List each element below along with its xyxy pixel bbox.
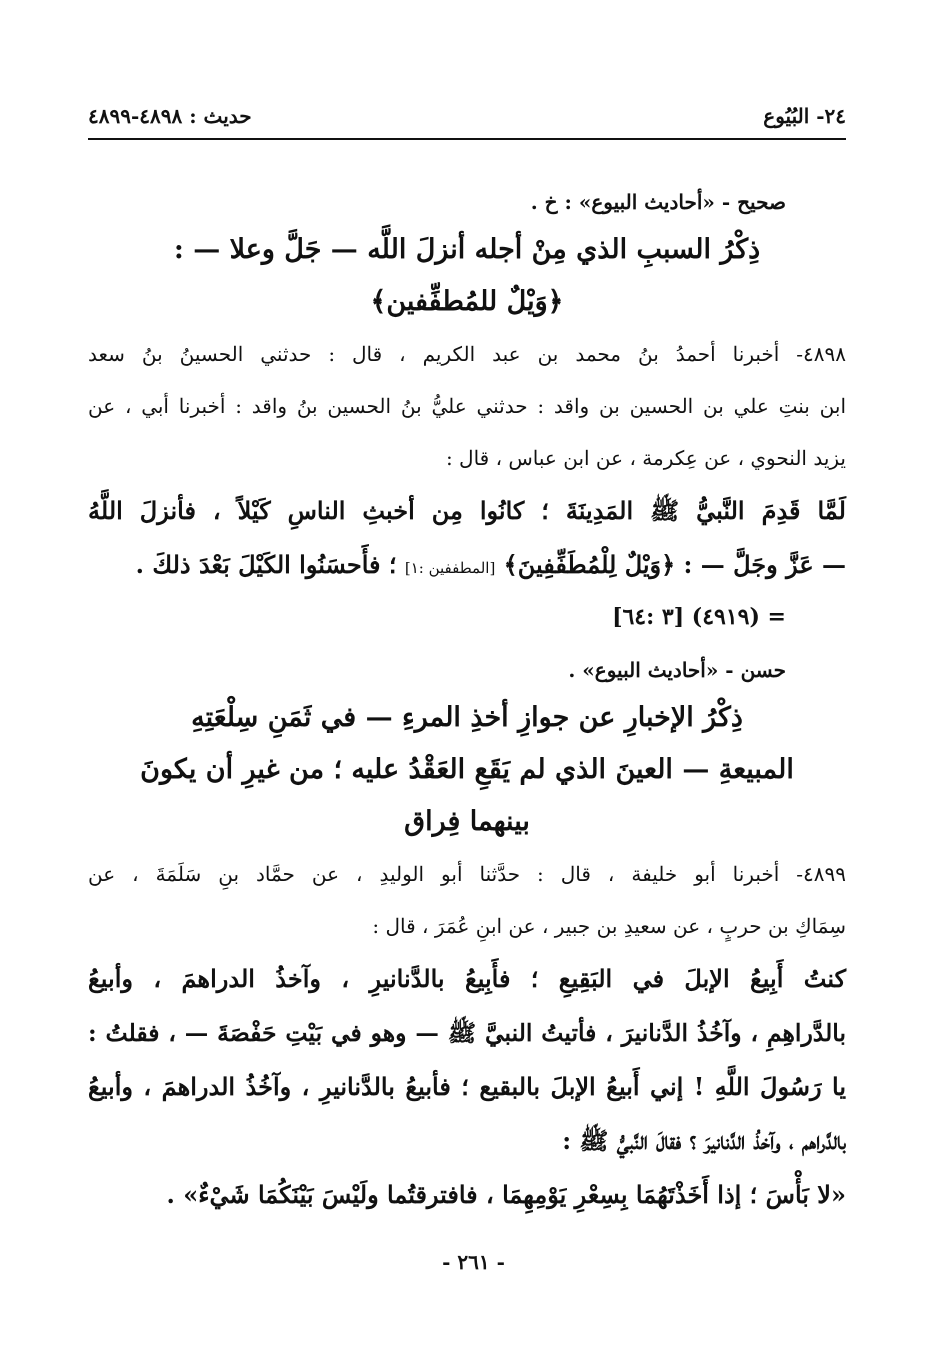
hadith-4898-matn-line: لَمَّا قَدِمَ النَّبيُّ ﷺ المَدِينَةَ ؛ كانُوا مِن أخبثِ الناسِ كَيْلاً ، فأنزلَ اللَّهُ	[88, 496, 846, 525]
hadith-4899-heading-line2: المبيعةِ — العينَ الذي لم يَقَعِ العَقْدُ عليه ؛ من غيرِ أن يكونَ	[140, 754, 794, 785]
hadith-4899-matn-line: كنتُ أَبِيعُ الإبلَ في البَقِيعِ ؛ فأَبِيعُ بالدَّنانيرِ ، وآخذُ الدراهمَ ، وأبيعُ	[88, 964, 846, 993]
matn-segment: ؛ فأَحسَنُوا الكَيْلَ بَعْدَ ذلكَ .	[135, 550, 397, 579]
hadith-4899-heading-line1: ذِكْرُ الإخبارِ عن جوازِ أخذِ المرءِ — في ثَمَنِ سِلْعَتِهِ	[191, 702, 743, 733]
hadith-4899-isnad-line: سِمَاكِ بن حربٍ ، عن سعيدِ بن جبير ، عن ابنِ عُمَرَ ، قال :	[372, 914, 846, 938]
hadith-4898-isnad-line: يزيد النحوي ، عن عِكرمة ، عن ابن عباس ، قال :	[445, 446, 846, 470]
hadith-4899-matn-line: يا رَسُولَ اللَّهِ ! إني أَبيعُ الإبلَ بالبقيع ؛ فأبيعُ بالدَّنانيرِ ، وآخُذُ الدراهمَ ، وأبيعُ	[88, 1072, 846, 1101]
page-number: - ٢٦١ -	[442, 1250, 505, 1274]
hadith-4898-heading-line1: ذِكْرُ السببِ الذي مِنْ أجله أنزلَ اللَّه — جَلَّ وعلا — :	[173, 234, 761, 265]
hadith-4899-isnad-line: ٤٨٩٩- أخبرنا أبو خليفة ، قال : حدَّثنا أبو الوليدِ ، عن حمَّاد بنِ سَلَمَةَ ، عن	[88, 862, 846, 886]
hadith-4899-grade: حسن - «أحاديث البيوع» .	[568, 658, 786, 682]
hadith-4899-matn-line: بالدَّراهِمِ ، وآخُذُ الدَّنانيرَ ، فأتيتُ النبيَّ ﷺ — وهو في بَيْتِ حَفْصَةَ — ، فقلتُ :	[88, 1019, 846, 1047]
hadith-4899-heading-line3: بينهما فِراق	[404, 806, 530, 837]
page-content	[88, 180, 846, 1222]
hadith-4898-crossref: = (٤٩١٩) [٣ :٦٤]	[612, 604, 786, 630]
chapter-title: ٢٤- البُيُوع	[763, 104, 846, 128]
quran-reference: [المطففين :١]	[404, 559, 496, 577]
hadith-4898-isnad-line: ٤٨٩٨- أخبرنا أحمدُ بنُ محمد بن عبد الكريم ، قال : حدثني الحسينُ بنُ سعد	[88, 342, 846, 366]
running-header	[88, 96, 846, 136]
matn-segment: — عَزَّ وجَلَّ — : ﴿وَيْلٌ لِلْمُطَفِّفِينَ﴾	[503, 550, 846, 579]
hadith-4898-grade: صحيح - «أحاديث البيوع» : خ .	[530, 190, 786, 214]
header-rule	[88, 138, 846, 140]
hadith-4899-matn-line: «لا بَأْسَ ؛ إذا أَخَذْتَهُمَا بِسِعْرِ يَوْمِهِمَا ، فافترقتُما ولَيْسَ بَيْنَكُمَا شَيْءٌ» .	[166, 1180, 846, 1209]
hadith-range: حديث : ٤٨٩٨-٤٨٩٩	[88, 104, 252, 128]
hadith-4898-heading-line2: ﴿وَيْلٌ للمُطفِّفين﴾	[370, 286, 564, 317]
hadith-4898-isnad-line: ابن بنتِ علي بن الحسين بن واقد : حدثني عليُّ بنُ الحسين بنُ واقد : أخبرنا أبي ، عن	[88, 394, 846, 418]
hadith-4898-matn-line	[88, 538, 846, 592]
hadith-4899-matn-line: بالدَّراهم ، وآخذُ الدَّنانيرَ ؟ فقالَ النَّبيُّ ﷺ :	[562, 1126, 846, 1155]
